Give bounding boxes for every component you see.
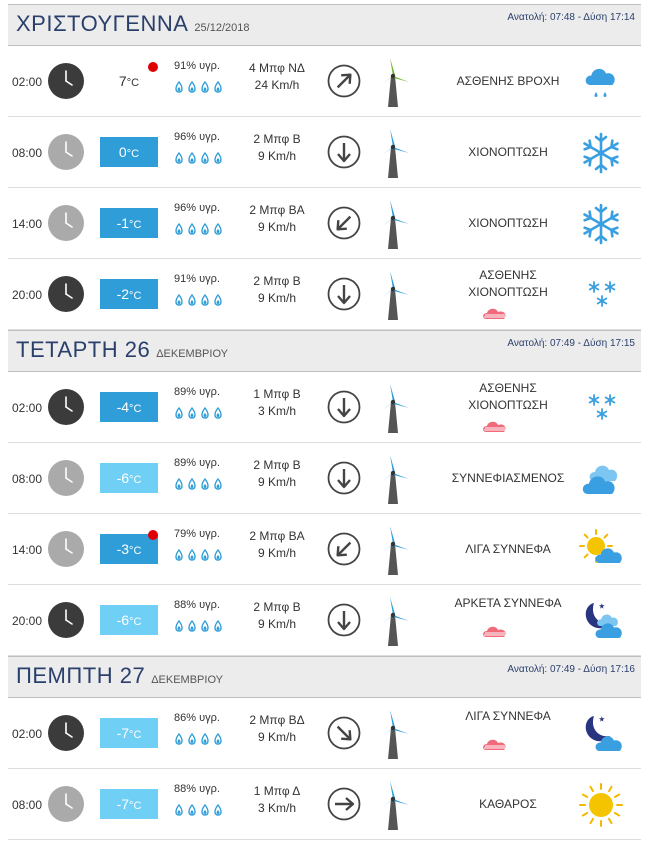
forecast-row [8, 769, 641, 840]
forecast-row [8, 259, 641, 330]
wind-beaufort: 4 Μπφ ΝΔ [249, 61, 305, 75]
temperature [100, 392, 158, 422]
condition-text [428, 380, 588, 414]
wind-turbine-icon [376, 779, 410, 831]
clock-icon [48, 205, 84, 241]
wind-turbine-icon [376, 127, 410, 179]
wind-turbine-icon [376, 382, 410, 434]
cloudy-icon [578, 457, 624, 501]
arrow-right-icon [327, 787, 361, 821]
time-label: 08:00 [12, 146, 43, 160]
clock-icon [48, 134, 84, 170]
wind-info [222, 528, 332, 562]
arrow-down-icon [327, 461, 361, 495]
clock-icon [48, 389, 84, 425]
condition-line: ΛΙΓΑ ΣΥΝΝΕΦΑ [465, 709, 551, 723]
condition-line: ΧΙΟΝΟΠΤΩΣΗ [468, 285, 548, 299]
warning-dot-icon [148, 530, 158, 540]
condition-line: ΧΙΟΝΟΠΤΩΣΗ [468, 145, 548, 159]
temperature [100, 279, 158, 309]
sun-cloud-icon [578, 528, 624, 572]
humidity-label: 89% υγρ. [174, 386, 220, 398]
day-title [16, 663, 223, 689]
arrow-down-icon [327, 135, 361, 169]
humidity-label: 89% υγρ. [174, 457, 220, 469]
clock-icon [48, 786, 84, 822]
temperature-value: -3 [116, 541, 130, 557]
wind-info [222, 386, 332, 420]
wind-turbine-icon [376, 198, 410, 250]
humidity-label: 96% υγρ. [174, 202, 220, 214]
forecast-row [8, 698, 641, 769]
precipitation-cloud-icon [482, 738, 508, 752]
temperature [100, 137, 158, 167]
precipitation-cloud-icon [482, 307, 508, 321]
arrow-down-icon [327, 603, 361, 637]
wind-beaufort: 2 Μπφ Β [253, 600, 301, 614]
day-header [8, 330, 641, 372]
wind-speed: 9 Km/h [257, 730, 296, 744]
humidity-label: 79% υγρ. [174, 528, 220, 540]
time-label: 02:00 [12, 75, 43, 89]
temperature [100, 605, 158, 635]
day-date: ΔΕΚΕΜΒΡΙΟΥ [151, 674, 223, 686]
time-label: 08:00 [12, 798, 43, 812]
clock-icon [48, 63, 84, 99]
temperature-unit: °C [129, 729, 142, 741]
temperature-value: -1 [116, 215, 130, 231]
time-label: 14:00 [12, 217, 43, 231]
arrow-down-icon [327, 390, 361, 424]
temperature-value: -6 [116, 470, 130, 486]
day-date: ΔΕΚΕΜΒΡΙΟΥ [156, 348, 228, 360]
humidity-label: 88% υγρ. [174, 783, 220, 795]
moon-cloud-icon [578, 712, 624, 756]
day-date: 25/12/2018 [194, 22, 250, 34]
wind-info [222, 712, 332, 746]
forecast-row [8, 188, 641, 259]
snowflake-icon [578, 131, 624, 175]
wind-speed: 24 Km/h [254, 78, 300, 92]
clock-icon [48, 602, 84, 638]
temperature-unit: °C [129, 290, 142, 302]
arrow-down-left-icon [327, 206, 361, 240]
condition-line: ΧΙΟΝΟΠΤΩΣΗ [468, 398, 548, 412]
wind-turbine-icon [376, 595, 410, 647]
condition-line: ΑΣΘΕΝΗΣ ΒΡΟΧΗ [456, 74, 560, 88]
condition-text [428, 144, 588, 161]
condition-text [428, 796, 588, 813]
wind-beaufort: 2 Μπφ Β [253, 458, 301, 472]
light-snow-icon [578, 386, 624, 430]
humidity-label: 96% υγρ. [174, 131, 220, 143]
sunrise-sunset: Ανατολή: 07:49 - Δύση 17:15 [507, 338, 635, 349]
temperature-unit: °C [129, 219, 142, 231]
day-header [8, 4, 641, 46]
wind-info [222, 60, 332, 94]
humidity-label: 91% υγρ. [174, 273, 220, 285]
clock-icon [48, 715, 84, 751]
temperature-value: -7 [116, 725, 130, 741]
wind-info [222, 202, 332, 236]
temperature-unit: °C [129, 616, 142, 628]
wind-speed: 9 Km/h [257, 546, 296, 560]
temperature [100, 208, 158, 238]
wind-info [222, 273, 332, 307]
forecast-row [8, 585, 641, 656]
wind-speed: 3 Km/h [257, 801, 296, 815]
precipitation-cloud-icon [482, 625, 508, 639]
arrow-down-left-icon [327, 532, 361, 566]
forecast-row [8, 117, 641, 188]
wind-speed: 3 Km/h [257, 404, 296, 418]
forecast-row [8, 46, 641, 117]
wind-turbine-icon [376, 708, 410, 760]
temperature-unit: °C [129, 800, 142, 812]
wind-beaufort: 2 Μπφ ΒΔ [249, 713, 305, 727]
wind-info [222, 783, 332, 817]
temperature-unit: °C [126, 148, 140, 160]
wind-beaufort: 2 Μπφ ΒΑ [249, 203, 305, 217]
day-title [16, 337, 228, 363]
condition-line: ΧΙΟΝΟΠΤΩΣΗ [468, 216, 548, 230]
clock-icon [48, 531, 84, 567]
temperature-value: -7 [116, 796, 130, 812]
condition-line: ΑΡΚΕΤΑ ΣΥΝΝΕΦΑ [454, 596, 562, 610]
clock-icon [48, 460, 84, 496]
condition-text [428, 215, 588, 232]
time-label: 20:00 [12, 614, 43, 628]
condition-text [428, 541, 588, 558]
wind-speed: 9 Km/h [257, 617, 296, 631]
wind-turbine-icon [376, 56, 410, 108]
temperature-value: -2 [116, 286, 130, 302]
wind-beaufort: 1 Μπφ Δ [253, 784, 301, 798]
wind-speed: 9 Km/h [257, 475, 296, 489]
condition-line: ΛΙΓΑ ΣΥΝΝΕΦΑ [465, 542, 551, 556]
clock-icon [48, 276, 84, 312]
condition-text [428, 470, 588, 487]
wind-beaufort: 2 Μπφ Β [253, 132, 301, 146]
wind-info [222, 599, 332, 633]
arrow-down-right-icon [327, 716, 361, 750]
sunrise-sunset: Ανατολή: 07:49 - Δύση 17:16 [507, 664, 635, 675]
wind-turbine-icon [376, 453, 410, 505]
temperature-unit: °C [129, 474, 142, 486]
temperature [100, 463, 158, 493]
day-title [16, 11, 249, 37]
condition-text [428, 595, 588, 612]
day-name: ΧΡΙΣΤΟΥΓΕΝΝΑ [16, 11, 189, 36]
forecast-row [8, 514, 641, 585]
day-header [8, 656, 641, 698]
condition-line: ΣΥΝΝΕΦΙΑΣΜΕΝΟΣ [451, 471, 565, 485]
time-label: 14:00 [12, 543, 43, 557]
condition-text [428, 267, 588, 301]
condition-line: ΑΣΘΕΝΗΣ [479, 268, 537, 282]
temperature-unit: °C [126, 77, 140, 89]
forecast-list [8, 4, 641, 840]
light-rain-icon [578, 60, 624, 104]
arrow-up-right-icon [327, 64, 361, 98]
day-name: ΠΕΜΠΤΗ 27 [16, 663, 146, 688]
wind-beaufort: 2 Μπφ Β [253, 274, 301, 288]
time-label: 20:00 [12, 288, 43, 302]
temperature-unit: °C [129, 545, 142, 557]
temperature [100, 718, 158, 748]
wind-info [222, 131, 332, 165]
warning-dot-icon [148, 62, 158, 72]
temperature-value: 7 [118, 73, 127, 89]
wind-info [222, 457, 332, 491]
precipitation-cloud-icon [482, 420, 508, 434]
wind-speed: 9 Km/h [257, 291, 296, 305]
moon-clouds-icon [578, 599, 624, 643]
wind-turbine-icon [376, 524, 410, 576]
temperature-unit: °C [129, 403, 142, 415]
day-name: ΤΕΤΑΡΤΗ 26 [16, 337, 151, 362]
sunrise-sunset: Ανατολή: 07:48 - Δύση 17:14 [507, 12, 635, 23]
time-label: 08:00 [12, 472, 43, 486]
condition-text [428, 708, 588, 725]
wind-speed: 9 Km/h [257, 220, 296, 234]
temperature [100, 789, 158, 819]
condition-line: ΑΣΘΕΝΗΣ [479, 381, 537, 395]
humidity-label: 86% υγρ. [174, 712, 220, 724]
light-snow-icon [578, 273, 624, 317]
wind-turbine-icon [376, 269, 410, 321]
condition-line: ΚΑΘΑΡΟΣ [479, 797, 537, 811]
temperature-value: 0 [118, 144, 127, 160]
wind-speed: 9 Km/h [257, 149, 296, 163]
snowflake-icon [578, 202, 624, 246]
humidity-label: 91% υγρ. [174, 60, 220, 72]
temperature-value: -4 [116, 399, 130, 415]
time-label: 02:00 [12, 401, 43, 415]
humidity-label: 88% υγρ. [174, 599, 220, 611]
forecast-row [8, 372, 641, 443]
time-label: 02:00 [12, 727, 43, 741]
forecast-row [8, 443, 641, 514]
wind-beaufort: 1 Μπφ Β [253, 387, 301, 401]
sun-icon [578, 783, 624, 827]
arrow-down-icon [327, 277, 361, 311]
condition-text [428, 73, 588, 90]
temperature-value: -6 [116, 612, 130, 628]
wind-beaufort: 2 Μπφ ΒΑ [249, 529, 305, 543]
